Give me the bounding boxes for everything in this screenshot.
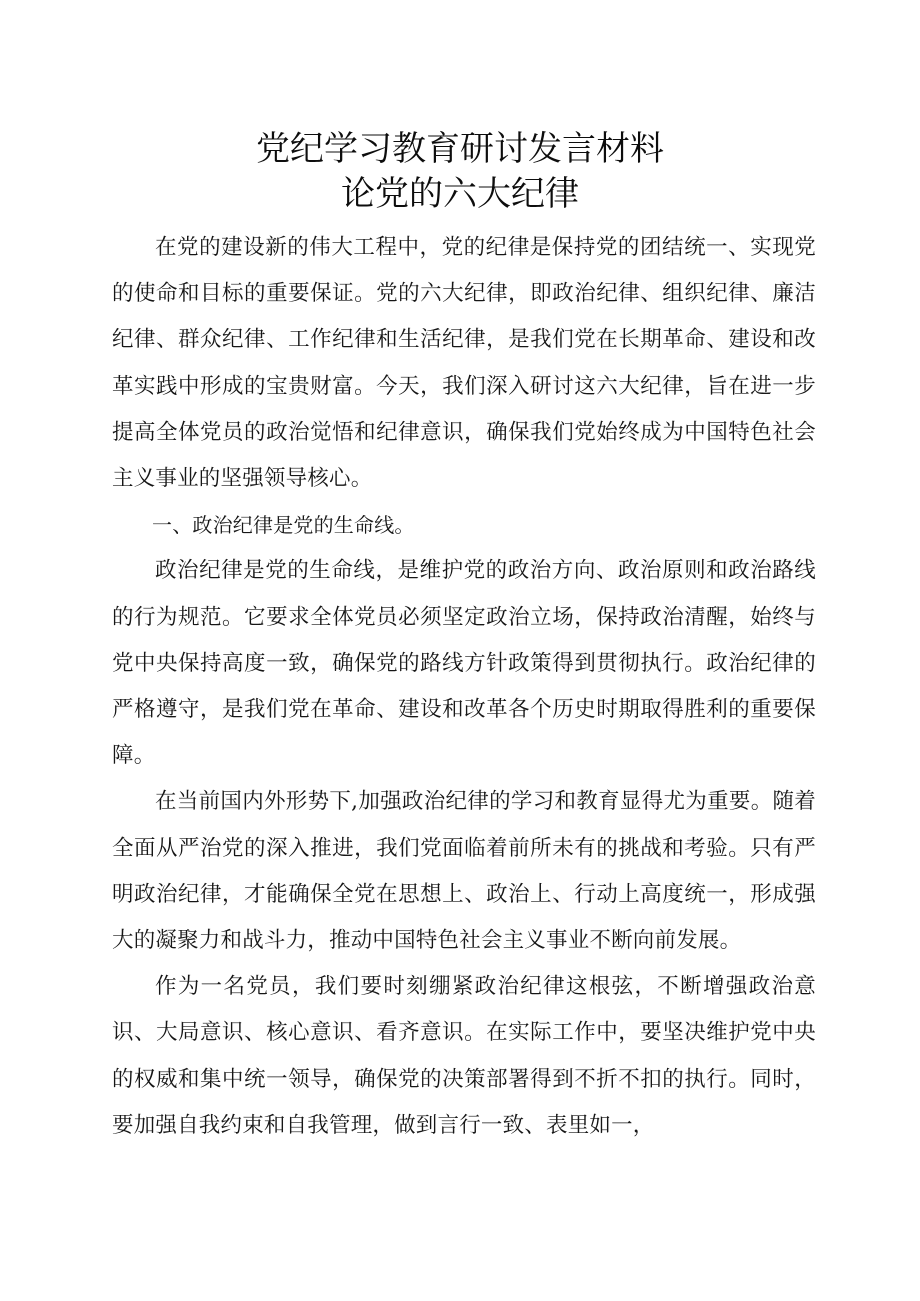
paragraph-current-situation: 在当前国内外形势下,加强政治纪律的学习和教育显得尤为重要。随着全面从严治党的深入推进，我们党面临着前所未有的挑战和考验。只有严明政治纪律，才能确保全党在思想上、政治上、行动上高度统一，形成强大的凝聚力和战斗力，推动中国特色社会主义事业不断向前发展。 bbox=[112, 789, 816, 954]
paragraph-intro: 在党的建设新的伟大工程中，党的纪律是保持党的团结统一、实现党的使命和目标的重要保证。党的六大纪律，即政治纪律、组织纪律、廉洁纪律、群众纪律、工作纪律和生活纪律，是我们党在长期革命、建设和改革实践中形成的宝贵财富。今天，我们深入研讨这六大纪律，旨在进一步提高全体党员的政治觉悟和纪律意识，确保我们党始终成为中国特色社会主义事业的坚强领导核心。 bbox=[112, 235, 816, 492]
document-title: 党纪学习教育研讨发言材料 bbox=[256, 129, 664, 169]
section-heading-political-discipline: 一、政治纪律是党的生命线。 bbox=[152, 513, 415, 538]
paragraph-party-member-duty: 作为一名党员，我们要时刻绷紧政治纪律这根弦，不断增强政治意识、大局意识、核心意识、看齐意识。在实际工作中，要坚决维护党中央的权威和集中统一领导，确保党的决策部署得到不折不扣的执行。同时，要加强自我约束和自我管理，做到言行一致、表里如一， bbox=[112, 974, 816, 1138]
document-body bbox=[112, 225, 816, 1149]
paragraph-political-discipline-definition: 政治纪律是党的生命线，是维护党的政治方向、政治原则和政治路线的行为规范。它要求全体党员必须坚定政治立场，保持政治清醒，始终与党中央保持高度一致，确保党的路线方针政策得到贯彻执行。政治纪律的严格遵守，是我们党在革命、建设和改革各个历史时期取得胜利的重要保障。 bbox=[112, 558, 816, 769]
document-subtitle: 论党的六大纪律 bbox=[341, 174, 579, 214]
